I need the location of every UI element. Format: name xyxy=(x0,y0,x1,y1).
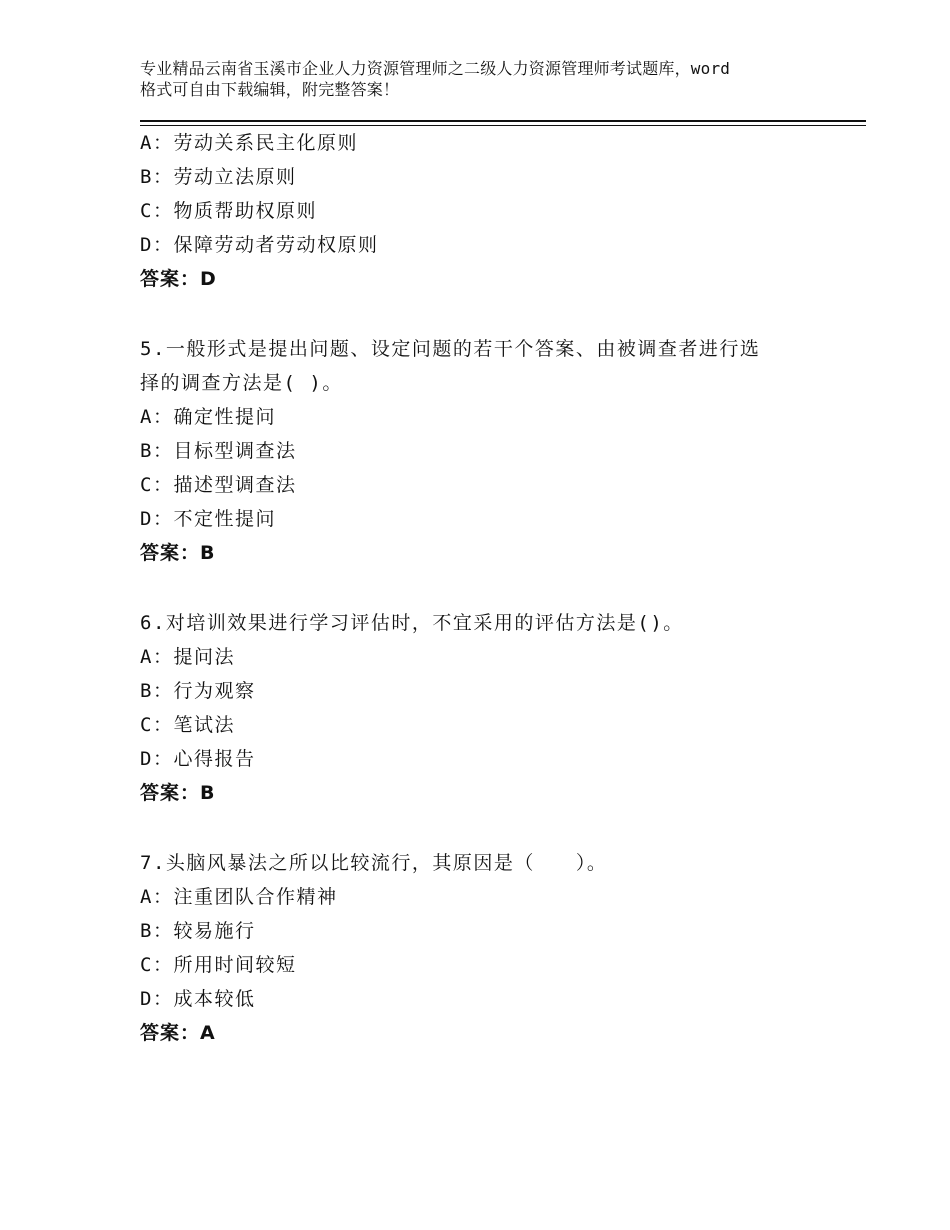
question-stem-line-1: 5.一般形式是提出问题、设定问题的若干个答案、由被调查者进行选 xyxy=(140,338,761,360)
spacer xyxy=(140,296,860,332)
question-stem-line-1: 7.头脑风暴法之所以比较流行，其原因是（ ）。 xyxy=(140,852,608,874)
option-a: A：劳动关系民主化原则 xyxy=(140,132,358,154)
question-7 xyxy=(140,846,860,1050)
question-4 xyxy=(140,126,860,296)
question-list xyxy=(140,126,860,1050)
option-a: A：注重团队合作精神 xyxy=(140,886,338,908)
option-b: B：劳动立法原则 xyxy=(140,166,297,188)
answer: 答案：A xyxy=(140,1022,216,1044)
option-d: D：不定性提问 xyxy=(140,508,276,530)
option-b: B：较易施行 xyxy=(140,920,256,942)
option-a: A：提问法 xyxy=(140,646,235,668)
option-c: C：物质帮助权原则 xyxy=(140,200,317,222)
header-rule-thick xyxy=(140,120,866,122)
question-6 xyxy=(140,606,860,810)
answer: 答案：B xyxy=(140,542,216,564)
question-5 xyxy=(140,332,860,570)
answer: 答案：D xyxy=(140,268,217,290)
option-c: C：所用时间较短 xyxy=(140,954,297,976)
option-a: A：确定性提问 xyxy=(140,406,276,428)
header-title-line-2: 格式可自由下载编辑，附完整答案！ xyxy=(140,80,400,99)
option-d: D：成本较低 xyxy=(140,988,256,1010)
document-header xyxy=(140,58,830,100)
option-b: B：行为观察 xyxy=(140,680,256,702)
answer: 答案：B xyxy=(140,782,216,804)
option-c: C：描述型调查法 xyxy=(140,474,297,496)
question-stem-line-1: 6.对培训效果进行学习评估时，不宜采用的评估方法是()。 xyxy=(140,612,684,634)
option-c: C：笔试法 xyxy=(140,714,235,736)
option-d: D：心得报告 xyxy=(140,748,256,770)
option-b: B：目标型调查法 xyxy=(140,440,297,462)
spacer xyxy=(140,810,860,846)
option-d: D：保障劳动者劳动权原则 xyxy=(140,234,379,256)
question-stem-line-2: 择的调查方法是( )。 xyxy=(140,372,343,394)
header-title-line-1: 专业精品云南省玉溪市企业人力资源管理师之二级人力资源管理师考试题库，word xyxy=(140,59,731,78)
spacer xyxy=(140,570,860,606)
